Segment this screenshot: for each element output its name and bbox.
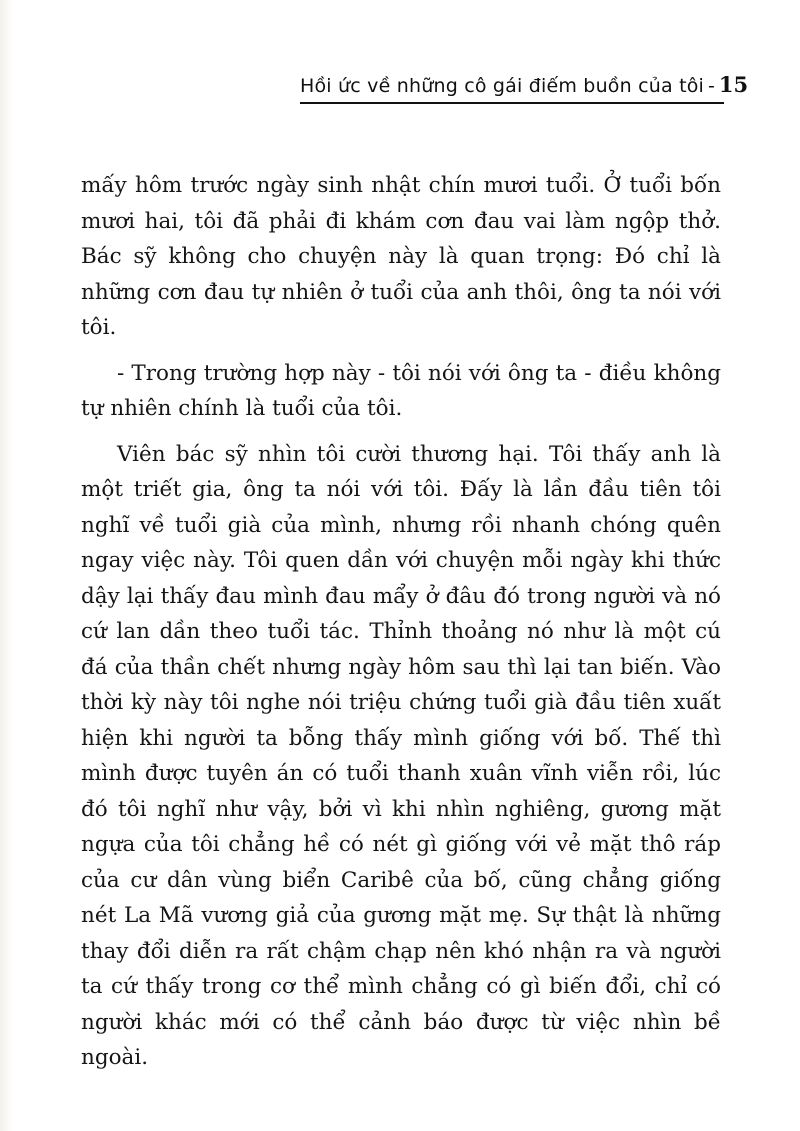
header-separator: -: [708, 75, 715, 97]
book-title: Hồi ức về những cô gái điếm buồn của tôi: [300, 75, 705, 97]
body-text: [81, 168, 721, 1076]
page-edge-shadow: [0, 0, 14, 1131]
paragraph-continuation: mấy hôm trước ngày sinh nhật chín mươi tuổi. Ở tuổi bốn mươi hai, tôi đã phải đi khám cơn đau vai làm ngộp thở. Bác sỹ không cho chuyện này là quan trọng: Đó chỉ là những cơn đau tự nhiên ở tuổi của anh thôi, ông ta nói với tôi.: [81, 173, 721, 340]
running-header: [300, 72, 749, 104]
page-number: 15: [718, 72, 749, 97]
paragraph-dialogue: - Trong trường hợp này - tôi nói với ông ta - điều không tự nhiên chính là tuổi của tôi.: [81, 360, 721, 421]
paragraph-main: Viên bác sỹ nhìn tôi cười thương hại. Tôi thấy anh là một triết gia, ông ta nói với tôi. Đấy là lần đầu tiên tôi nghĩ về tuổi già của mình, nhưng rồi nhanh chóng quên ngay việc này. Tôi quen dần với chuyện mỗi ngày khi thức dậy lại thấy đau mình đau mẩy ở đâu đó trong người và nó cứ lan dần theo tuổi tác. Thỉnh thoảng nó như là một cú đá của thần chết nhưng ngày hôm sau thì lại tan biến. Vào thời kỳ này tôi nghe nói triệu chứng tuổi già đầu tiên xuất hiện khi người ta bỗng thấy mình giống với bố. Thế thì mình được tuyên án có tuổi thanh xuân vĩnh viễn rồi, lúc đó tôi nghĩ như vậy, bởi vì khi nhìn nghiêng, gương mặt ngựa của tôi chẳng hề có nét gì giống với vẻ mặt thô ráp của cư dân vùng biển Caribê của bố, cũng chẳng giống nét La Mã vương giả của gương mặt mẹ. Sự thật là những thay đổi diễn ra rất chậm chạp nên khó nhận ra và người ta cứ thấy trong cơ thể mình chẳng có gì biến đổi, chỉ có người khác mới có thể cảnh báo được từ việc nhìn bề ngoài.: [81, 441, 721, 1070]
